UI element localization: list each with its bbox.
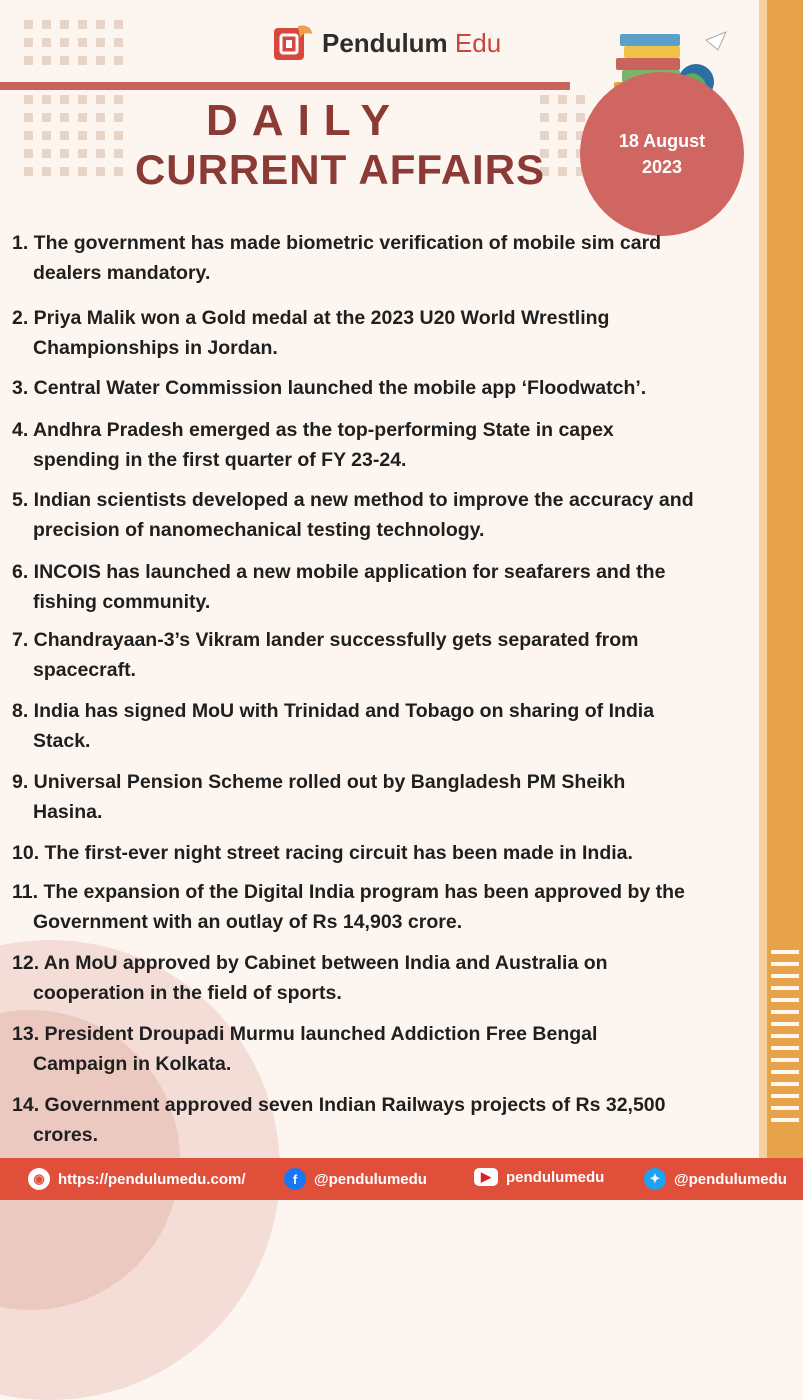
list-item: 2. Priya Malik won a Gold medal at the 2023 U20 World Wrestling Championships in Jordan. xyxy=(12,307,610,359)
brand-suffix: Edu xyxy=(454,27,502,58)
twitter-handle[interactable]: @pendulumedu xyxy=(674,1170,787,1188)
title-daily: DAILY xyxy=(206,96,404,145)
facebook-handle[interactable]: @pendulumedu xyxy=(314,1170,427,1188)
list-item: 8. India has signed MoU with Trinidad and Tobago on sharing of India Stack. xyxy=(12,700,655,752)
footer-twitter[interactable] xyxy=(644,1168,787,1190)
list-item: 7. Chandrayaan-3’s Vikram lander successfully gets separated from spacecraft. xyxy=(12,629,639,681)
date-day-month: 18 August xyxy=(618,131,706,151)
pendulum-logo-icon xyxy=(272,22,314,64)
side-strip xyxy=(759,0,767,1158)
website-link[interactable]: https://pendulumedu.com/ xyxy=(58,1170,246,1188)
date-year: 2023 xyxy=(641,157,683,177)
list-item: 5. Indian scientists developed a new method to improve the accuracy and precision of nanomechanical testing technology. xyxy=(12,489,694,541)
dot-grid-top xyxy=(24,20,123,65)
list-item: 11. The expansion of the Digital India program has been approved by the Government with an outlay of Rs 14,903 crore. xyxy=(12,881,685,933)
list-item: 13. President Droupadi Murmu launched Addiction Free Bengal Campaign in Kolkata. xyxy=(12,1023,598,1075)
footer-website[interactable] xyxy=(28,1168,246,1190)
title-current-affairs: CURRENT AFFAIRS xyxy=(134,146,546,193)
list-item: 10. The first-ever night street racing circuit has been made in India. xyxy=(12,842,633,864)
brand-logo xyxy=(272,22,501,64)
list-item: 9. Universal Pension Scheme rolled out by Bangladesh PM Sheikh Hasina. xyxy=(12,771,626,823)
globe-icon: ◉ xyxy=(28,1168,50,1190)
footer-youtube[interactable] xyxy=(474,1168,604,1186)
header-rule xyxy=(0,82,570,90)
youtube-icon: ▶ xyxy=(474,1168,498,1186)
list-item: 12. An MoU approved by Cabinet between India and Australia on cooperation in the field of sports. xyxy=(12,952,608,1004)
list-item: 1. The government has made biometric verification of mobile sim card dealers mandatory. xyxy=(12,232,662,284)
footer-facebook[interactable] xyxy=(284,1168,427,1190)
date-badge xyxy=(580,72,744,236)
list-item: 14. Government approved seven Indian Railways projects of Rs 32,500 crores. xyxy=(12,1094,666,1146)
twitter-icon: ✦ xyxy=(644,1168,666,1190)
youtube-handle[interactable]: pendulumedu xyxy=(506,1168,605,1186)
side-ticks xyxy=(771,950,799,1130)
brand-name: Pendulum xyxy=(322,27,448,58)
list-item: 6. INCOIS has launched a new mobile application for seafarers and the fishing community. xyxy=(12,561,666,613)
footer-bar xyxy=(0,1158,803,1200)
list-item: 4. Andhra Pradesh emerged as the top-performing State in capex spending in the first quarter of FY 23-24. xyxy=(12,419,614,471)
list-item: 3. Central Water Commission launched the mobile app ‘Floodwatch’. xyxy=(12,377,647,399)
facebook-icon: f xyxy=(284,1168,306,1190)
